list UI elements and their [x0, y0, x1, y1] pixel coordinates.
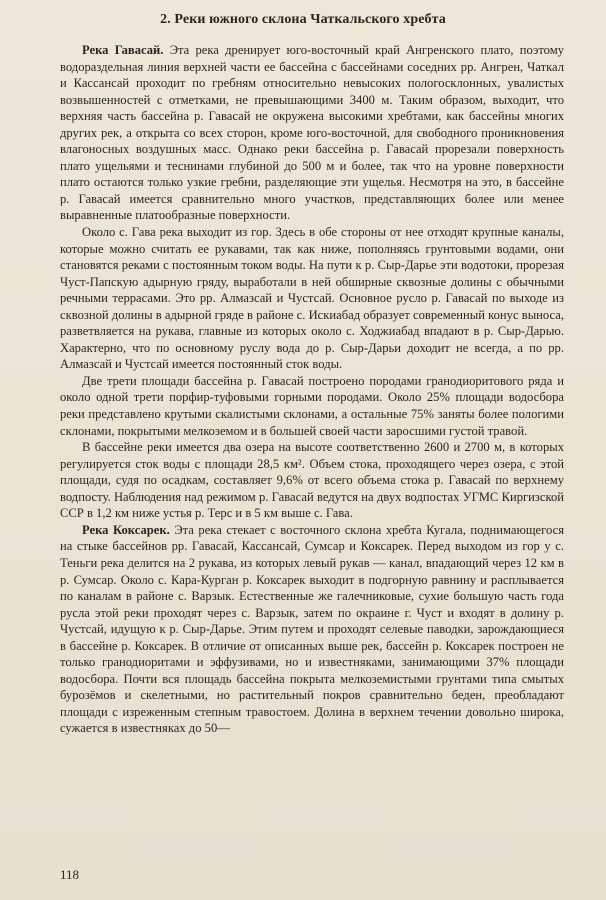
section-heading: 2. Реки южного склона Чаткальского хребта: [160, 12, 446, 27]
paragraph-gava-village: [60, 224, 564, 373]
paragraph-text: Эта река дренирует юго-восточный край Ангренского плато, поэтому водораздельная линия верхней части ее бассейна с бассейнами соседних рр. Ангрен, Чаткал и Кассансай проходит по гребням относительно невысоких пологосклонных, увалистых возвышенностей с отметками, не превышающими 3400 м. Таким образом, выходит, что верхняя часть бассейна р. Гавасай не окружена высокими хребтами, как бассейны многих других рек, а открыта со всех сторон, кроме юго-восточной, для свободного проникновения влагоносных воздушных масс. Однако реки бассейна р. Гавасай прорезали поверхность плато ущельями и теснинами глубиной до 500 м и более, так что на уровне поверхности плато остаются только узкие гребни, разделяющие эти ущелья. Несмотря на это, в бассейне р. Гавасай имеется сравнительно много участков, представляющих более или менее выравненные платообразные поверхности.: [60, 43, 565, 223]
paragraph-text: Эта река стекает с восточного склона хребта Кугала, поднимающегося на стыке бассейнов рр. Гавасай, Кассансай, Сумсар и Коксарек. Перед выходом из гор у с. Теньги река делится на 2 рукава, из которых левый рукав — канал, впадающий через 12 км в р. Сумсар. Около с. Кара-Курган р. Коксарек выходит в подгорную равнину и расплывается по каналам в районе с. Варзык. Естественные же галечниковые, сухие большую часть года русла этой реки проходят через с. Варзык, затем по окраине г. Чуст и входят в долину р. Чустсай, идущую к р. Сыр-Дарье. Этим путем и проходят селевые паводки, зарождающиеся в бассейне р. Коксарек. В отличие от описанных выше рек, бассейн р. Коксарек построен не только гранодиоритами и эффузивами, но и известняками, занимающими 37% площади водосбора. Почти вся площадь бассейна покрыта мелкоземистыми грунтами типа смытых бурозёмов и скелетными, но растительный покров сравнительно беден, преобладают площади с изреженным степным травостоем. Долина в верхнем течении довольно широка, сужается в известняках до 50—: [60, 522, 564, 736]
body-text: [60, 42, 564, 737]
paragraph-text: Около с. Гава река выходит из гор. Здесь в обе стороны от нее отходят крупные каналы, которые можно считать ее рукавами, так как ниже, пополняясь грунтовыми водами, они становятся реками с постоянным током воды. На пути к р. Сыр-Дарье эти водотоки, прорезая Чуст-Папскую адырную гряду, выработали в ней обширные сквозные долины с обычными речными террасами. Это рр. Алмазсай и Чустсай. Основное русло р. Гавасай по выходе из сквозной долины в адырной гряде в районе с. Искиабад образует современный конус выноса, разветвляется на рукава, главные из которых около с. Ходжиабад впадают в р. Сыр-Дарью. Характерно, что по основному руслу вода до р. Сыр-Дарьи доходит не всегда, а по рр. Алмазсай и Чустсай имеется постоянный сток воды.: [60, 225, 564, 372]
paragraph-text: Две трети площади бассейна р. Гавасай построено породами гранодиоритового ряда и около одной трети порфир-туфовыми горными породами. Около 25% площади водосбора реки представлено крутыми скалистыми склонами, а остальные 75% заняты более пологими склонами, покрытыми мелкоземом и в большей своей части заросшими густой травой.: [60, 373, 564, 438]
paragraph-lead: Река Коксарек.: [82, 522, 170, 537]
paragraph-koksarek: [60, 522, 564, 737]
paragraph-lead: Река Гавасай.: [82, 43, 164, 57]
paragraph-lakes: [60, 439, 564, 522]
page-number: 118: [60, 867, 80, 882]
paragraph-gavasay-intro: [60, 42, 564, 224]
paragraph-basin-geology: [60, 373, 564, 439]
paragraph-text: В бассейне реки имеется два озера на высоте соответственно 2600 и 2700 м, в которых регулируется сток воды с площади 28,5 км². Объем стока, проходящего через озера, с этой площади, судя по осадкам, составляет 9,6% от всего объема стока р. Гавасай по верхнему водпосту. Наблюдения над режимом р. Гавасай ведутся на двух водпостах УГМС Киргизской ССР в 1,2 км ниже устья р. Терс и в 5 км выше с. Гава.: [60, 440, 564, 521]
